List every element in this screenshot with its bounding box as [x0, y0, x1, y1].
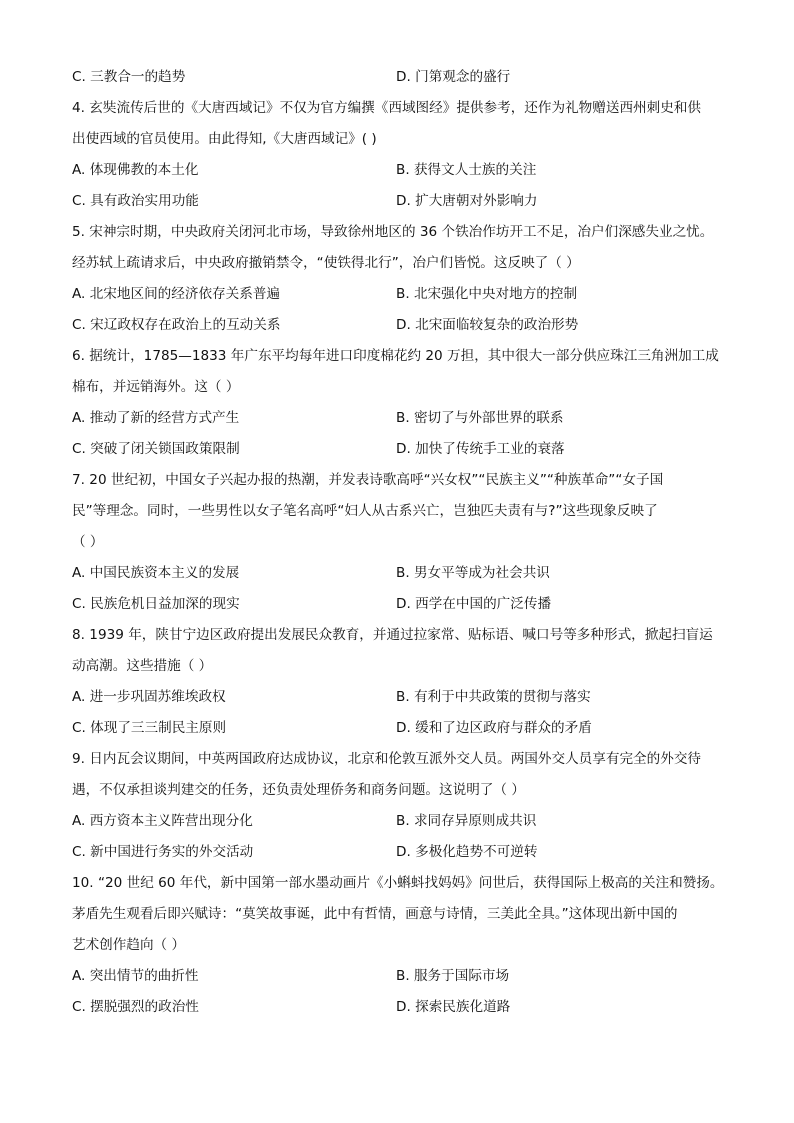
option-c: C. 民族危机日益加深的现实 [72, 596, 240, 612]
question-stem-line: 9. 日内瓦会议期间，中英两国政府达成协议，北京和伦敦互派外交人员。两国外交人员享有完全的外交待 [72, 751, 702, 767]
options-row-cd [72, 62, 730, 93]
option-d: D. 北宋面临较复杂的政治形势 [396, 317, 579, 333]
option-a: A. 突出情节的曲折性 [72, 968, 199, 984]
question-stem-line: 4. 玄奘流传后世的《大唐西域记》不仅为官方编撰《西域图经》提供参考，还作为礼物赠送西州刺史和供 [72, 100, 702, 116]
option-a: A. 西方资本主义阵营出现分化 [72, 813, 253, 829]
option-c: C. 具有政治实用功能 [72, 193, 199, 209]
options-row-ab [72, 682, 730, 713]
options-row-cd [72, 992, 730, 1023]
option-c: C. 体现了三三制民主原则 [72, 720, 227, 736]
question-stem-line: 10. “20 世纪 60 年代，新中国第一部水墨动画片《小蝌蚪找妈妈》问世后，获得国际上极高的关注和赞扬。 [72, 875, 724, 891]
option-d: D. 门第观念的盛行 [396, 69, 511, 85]
option-d: D. 多极化趋势不可逆转 [396, 844, 538, 860]
question-stem-line: 6. 据统计，1785—1833 年广东平均每年进口印度棉花约 20 万担，其中很大一部分供应珠江三角洲加工成 [72, 348, 719, 364]
question-7 [72, 465, 730, 620]
option-a: A. 推动了新的经营方式产生 [72, 410, 240, 426]
option-d: D. 缓和了边区政府与群众的矛盾 [396, 720, 592, 736]
options-row-ab [72, 558, 730, 589]
option-a: A. 北宋地区间的经济依存关系普遍 [72, 286, 281, 302]
question-stem-line: 动高潮。这些措施（ ） [72, 658, 213, 674]
options-row-ab [72, 403, 730, 434]
option-b: B. 密切了与外部世界的联系 [396, 410, 564, 426]
option-a: A. 体现佛教的本土化 [72, 162, 199, 178]
option-b: B. 男女平等成为社会共识 [396, 565, 550, 581]
option-d: D. 探索民族化道路 [396, 999, 511, 1015]
question-stem-line: 5. 宋神宗时期，中央政府关闭河北市场，导致徐州地区的 36 个铁冶作坊开工不足，冶户们深感失业之忧。 [72, 224, 714, 240]
option-c: C. 摆脱强烈的政治性 [72, 999, 199, 1015]
question-9 [72, 744, 730, 868]
question-stem-line: 遇，不仅承担谈判建交的任务，还负责处理侨务和商务问题。这说明了（ ） [72, 782, 525, 798]
option-d: D. 加快了传统手工业的衰落 [396, 441, 565, 457]
option-b: B. 有利于中共政策的贯彻与落实 [396, 689, 591, 705]
option-c: C. 宋辽政权存在政治上的互动关系 [72, 317, 281, 333]
options-row-ab [72, 279, 730, 310]
question-5 [72, 217, 730, 341]
options-row-cd [72, 589, 730, 620]
options-row-cd [72, 434, 730, 465]
question-stem-line: （ ） [72, 534, 104, 550]
question-stem-line: 8. 1939 年，陕甘宁边区政府提出发展民众教育，并通过拉家常、贴标语、喊口号等多种形式，掀起扫盲运 [72, 627, 713, 643]
question-stem-line: 棉布，并远销海外。这（ ） [72, 379, 240, 395]
option-b: B. 求同存异原则成共识 [396, 813, 537, 829]
option-d: D. 扩大唐朝对外影响力 [396, 193, 538, 209]
options-row-cd [72, 837, 730, 868]
question-10 [72, 868, 730, 1023]
option-c: C. 突破了闭关锁国政策限制 [72, 441, 240, 457]
question-3-options [72, 62, 730, 93]
question-stem-line: 民”等理念。同时，一些男性以女子笔名高呼“妇人从古系兴亡，岂独匹夫责有与?”这些现象反映了 [72, 503, 658, 519]
options-row-ab [72, 961, 730, 992]
option-a: A. 进一步巩固苏维埃政权 [72, 689, 226, 705]
question-4 [72, 93, 730, 217]
option-d: D. 西学在中国的广泛传播 [396, 596, 552, 612]
question-stem-line: 茅盾先生观看后即兴赋诗：“莫笑故事诞，此中有哲情，画意与诗情，三美此全具。”这体现出新中国的 [72, 906, 678, 922]
question-stem-line: 出使西域的官员使用。由此得知,《大唐西域记》( ) [72, 131, 377, 147]
options-row-ab [72, 806, 730, 837]
option-b: B. 获得文人士族的关注 [396, 162, 537, 178]
option-b: B. 服务于国际市场 [396, 968, 510, 984]
option-a: A. 中国民族资本主义的发展 [72, 565, 240, 581]
question-stem-line: 经苏轼上疏请求后，中央政府撤销禁令，“使铁得北行”，冶户们皆悦。这反映了（ ） [72, 255, 580, 271]
options-row-cd [72, 186, 730, 217]
option-b: B. 北宋强化中央对地方的控制 [396, 286, 578, 302]
option-c: C. 三教合一的趋势 [72, 69, 186, 85]
options-row-cd [72, 310, 730, 341]
options-row-ab [72, 155, 730, 186]
question-stem-line: 艺术创作趋向（ ） [72, 937, 186, 953]
question-6 [72, 341, 730, 465]
option-c: C. 新中国进行务实的外交活动 [72, 844, 254, 860]
question-stem-line: 7. 20 世纪初，中国女子兴起办报的热潮，并发表诗歌高呼“兴女权”“民族主义”“种族革命”“女子国 [72, 472, 664, 488]
exam-page [72, 62, 730, 1023]
options-row-cd [72, 713, 730, 744]
question-8 [72, 620, 730, 744]
